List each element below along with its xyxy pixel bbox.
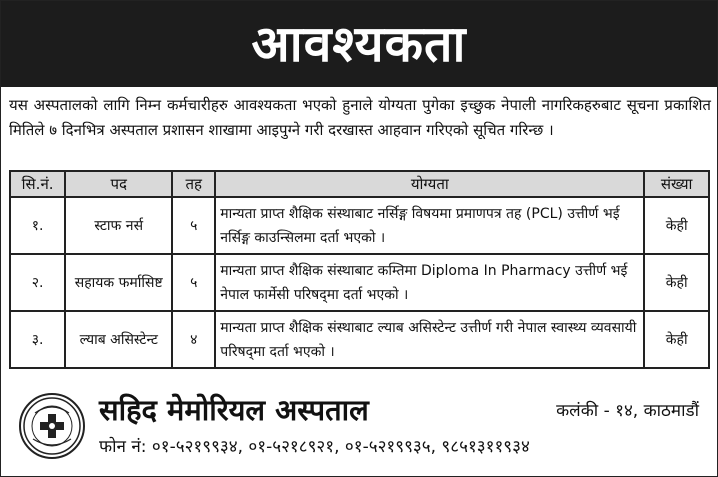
row-post: सहायक फर्मासिष्ट	[65, 254, 172, 311]
hospital-address: कलंकी - १४, काठमाडौं	[556, 401, 699, 421]
hospital-footer	[1, 389, 717, 477]
vacancy-table	[9, 170, 710, 369]
row-post: ल्याब असिस्टेन्ट	[65, 311, 172, 368]
header-count: संख्या	[644, 171, 709, 197]
title-banner	[1, 1, 717, 87]
header-serial-number: सि.नं.	[10, 171, 65, 197]
row-count: केही	[644, 254, 709, 311]
hospital-emblem-icon	[21, 395, 83, 457]
intro-paragraph: यस अस्पतालको लागि निम्न कर्मचारीहरु आवश्यकता भएको हुनाले योग्यता पुगेका इच्छुक नेपाली नागरिकहरुबाट सूचना प्रकाशित मितिले ७ दिनभित्र अस्पताल प्रशासन शाखामा आइपुग्ने गरी दरखास्त आहवान गरिएको सूचित गरिन्छ ।	[9, 96, 711, 139]
row-serial-number: १.	[10, 197, 65, 254]
row-level: ४	[172, 311, 215, 368]
row-count: केही	[644, 311, 709, 368]
table-row	[10, 254, 709, 311]
table-header-row	[10, 171, 709, 197]
notice-title: आवश्यकता	[251, 15, 467, 73]
row-serial-number: ३.	[10, 311, 65, 368]
row-qualification: मान्यता प्राप्त शैक्षिक संस्थाबाट कम्तिमा Diploma In Pharmacy उत्तीर्ण भई नेपाल फार्मेसी परिषद्‌मा दर्ता भएको ।	[215, 254, 644, 311]
row-qualification: मान्यता प्राप्त शैक्षिक संस्थाबाट ल्याब असिस्टेन्ट उत्तीर्ण गरी नेपाल स्वास्थ्य व्यवसायी परिषद्‌मा दर्ता भएको ।	[215, 311, 644, 368]
header-qualification: योग्यता	[215, 171, 644, 197]
hospital-name: सहिद मेमोरियल अस्पताल	[99, 393, 369, 427]
table-row	[10, 311, 709, 368]
header-post: पद	[65, 171, 172, 197]
row-count: केही	[644, 197, 709, 254]
row-qualification: मान्यता प्राप्त शैक्षिक संस्थाबाट नर्सिङ्ग विषयमा प्रमाणपत्र तह (PCL) उत्तीर्ण भई नर्सिङ्ग काउन्सिलमा दर्ता भएको ।	[215, 197, 644, 254]
hospital-logo-icon	[19, 393, 85, 459]
header-level: तह	[172, 171, 215, 197]
phone-numbers: फोन नं: ०१-५२१९९३४, ०१-५२१८९२१, ०१-५२१९९३५, ९८५१३११९३४	[99, 437, 530, 457]
row-level: ५	[172, 254, 215, 311]
row-serial-number: २.	[10, 254, 65, 311]
row-post: स्टाफ नर्स	[65, 197, 172, 254]
table-row	[10, 197, 709, 254]
row-level: ५	[172, 197, 215, 254]
